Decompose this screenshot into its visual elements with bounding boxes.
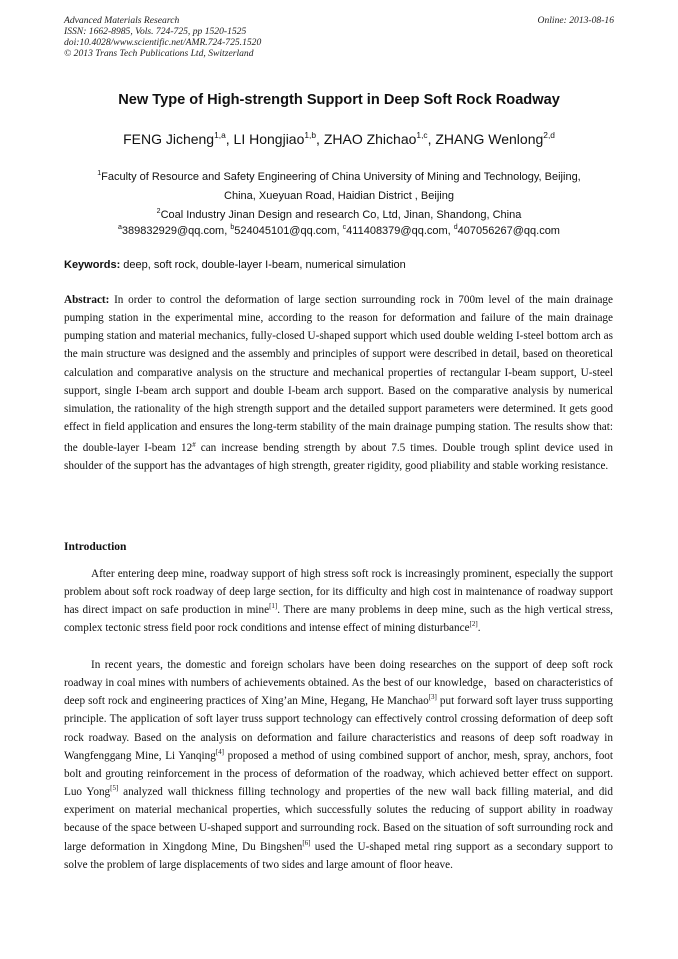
abstract-sup: # bbox=[192, 441, 196, 450]
paragraph-text: . bbox=[477, 622, 481, 635]
paragraph-text: After entering deep mine, roadway support of high stress soft rock is increasingly prominent, especially the support problem about soft rock roadway of deep large section, for its difficulty and high cost in maintenance of roadway support has direct impact on safe production in mine bbox=[64, 568, 613, 617]
email-address: 389832929@qq.com, bbox=[121, 225, 231, 237]
author bbox=[324, 131, 436, 147]
paragraph-text: In recent years, the domestic and foreign scholars have been doing researches on the support of deep soft rock roadway in coal mines with numbers of achievements obtained. As the best of our knowledge，based on characteristics of deep soft rock and engineering practices of Xing’an Mine, Hegang, He Manchao bbox=[64, 659, 613, 708]
author-separator: , bbox=[225, 131, 234, 147]
abstract-label: Abstract: bbox=[64, 294, 110, 306]
author bbox=[435, 131, 555, 147]
paper-title: New Type of High-strength Support in Deep Soft Rock Roadway bbox=[118, 92, 560, 108]
affiliation-1-line2: China, Xueyuan Road, Haidian District , Beijing bbox=[224, 190, 454, 202]
author-name: LI Hongjiao bbox=[233, 131, 305, 147]
citation-ref[interactable]: [3] bbox=[428, 693, 437, 702]
keywords-label: Keywords: bbox=[64, 259, 121, 271]
email[interactable] bbox=[230, 225, 342, 237]
email-address: 524045101@qq.com, bbox=[234, 225, 343, 237]
author-name: ZHANG Wenlong bbox=[435, 131, 544, 147]
paragraph-text: proposed a method of using combined support of anchor, mesh, spray, anchors, foot bolt and grouting reinforcement in the process of deformation of the roadway, which achieved better effect on support. Luo Yong bbox=[64, 749, 613, 799]
author-separator: , bbox=[427, 131, 436, 147]
keywords-text: deep, soft rock, double-layer I-beam, numerical simulation bbox=[120, 259, 406, 271]
paragraph-text: put forward soft layer truss supporting principle. The application of soft layer truss support technology can effectively control crossing deformation of deep soft rock roadway. Based on the analysis on deformation and failure characteristics and reasons of deep soft roadway in Wangfenggang Mine, Li Yanqing bbox=[64, 695, 613, 762]
email-mark: a bbox=[118, 224, 122, 231]
citation-ref[interactable]: [6] bbox=[302, 838, 311, 847]
citation-ref[interactable]: [5] bbox=[110, 784, 119, 793]
online-date: Online: 2013-08-16 bbox=[537, 15, 614, 26]
email-mark: b bbox=[230, 224, 235, 231]
affil-text: Faculty of Resource and Safety Engineering of China University of Mining and Technology, Beijing, bbox=[101, 171, 581, 183]
intro-paragraph-1 bbox=[64, 565, 613, 638]
email-mark: c bbox=[342, 224, 347, 231]
keywords bbox=[64, 259, 616, 271]
affil-mark: 2 bbox=[156, 208, 161, 215]
paragraph-text: . There are many problems in deep mine, such as the high vertical stress, complex tectonic stress field poor rock conditions and intense effect of mining disturbance bbox=[64, 604, 613, 635]
email[interactable] bbox=[118, 225, 230, 237]
affiliation-1 bbox=[64, 164, 614, 206]
abstract-text: In order to control the deformation of large section surrounding rock in 700m level of the main drainage pumping station in the experimental mine, according to the reason for deformation and failure of the main drainage pumping station and material mechanics, fully-closed U-shaped support which used double welding I-steel bottom arch as the main structure was designed and the assembly and principles of support were described in detail, based on theoretical calculation and comparative analysis on the structure and mechanical properties of rectangular I-beam support, U-steel support, single I-beam arch support and double I-beam arch support. Based on the comparative analysis by numerical simulation, the rationality of the high strength support and the detailed support parameters were determined. It gets good effect in field application and ensures the long-term stability of the main drainage pumping station. The results show that: the double-layer I-beam 12 bbox=[64, 294, 613, 455]
author-name: ZHAO Zhichao bbox=[323, 131, 417, 147]
email-mark: d bbox=[453, 224, 458, 231]
author bbox=[234, 131, 324, 147]
copyright-line: © 2013 Trans Tech Publications Ltd, Switzerland bbox=[64, 48, 254, 59]
citation-ref[interactable]: [1] bbox=[269, 602, 278, 611]
abstract-text-cont: can increase bending strength by about 7.5 times. Double trough splint device used in shoulder of the support has the advantages of high strength, greater rigidity, good pliability and stable working resistance. bbox=[64, 442, 613, 473]
abstract bbox=[64, 291, 613, 476]
email[interactable] bbox=[343, 225, 454, 237]
introduction-heading: Introduction bbox=[64, 541, 127, 553]
email-address: 411408379@qq.com, bbox=[346, 225, 454, 237]
paragraph-text: analyzed wall thickness filling technology and properties of the new wall back filling material, and did experiment on material mechanical properties, which successfully solutes the reducing of support ability in roadway because of the space between U-shaped support and surrounding rock. Based on the situation of soft surrounding rock and large deformation in Xingdong Mine, Du Bingshen bbox=[64, 786, 613, 853]
email-list bbox=[64, 218, 614, 241]
journal-name: Advanced Materials Research bbox=[64, 15, 180, 26]
citation-ref[interactable]: [4] bbox=[215, 747, 224, 756]
intro-paragraph-2 bbox=[64, 656, 613, 874]
author-affil-mark: 1,c bbox=[416, 130, 428, 140]
doi-line[interactable]: doi:10.4028/www.scientific.net/AMR.724-725.1520 bbox=[64, 37, 262, 48]
author-affil-mark: 1,b bbox=[304, 130, 317, 140]
author-affil-mark: 1,a bbox=[214, 130, 226, 140]
journal-header bbox=[64, 15, 614, 59]
author bbox=[123, 131, 233, 147]
author-affil-mark: 2,d bbox=[543, 130, 555, 140]
citation-ref[interactable]: [2] bbox=[469, 620, 478, 629]
affil-text: Coal Industry Jinan Design and research Co, Ltd, Jinan, Shandong, China bbox=[160, 209, 522, 221]
affiliation-1-line1 bbox=[64, 164, 614, 187]
author-separator: , bbox=[316, 131, 324, 147]
paragraph-text: used the U-shaped metal ring support as a secondary support to solve the problem of large displacements of two sides and large amount of floor heave. bbox=[64, 840, 613, 871]
author-name: FENG Jicheng bbox=[123, 131, 215, 147]
email[interactable] bbox=[454, 225, 560, 237]
email-address: 407056267@qq.com bbox=[457, 225, 560, 237]
issn-line: ISSN: 1662-8985, Vols. 724-725, pp 1520-1525 bbox=[64, 26, 247, 37]
author-list bbox=[0, 130, 678, 147]
affil-mark: 1 bbox=[97, 170, 102, 177]
